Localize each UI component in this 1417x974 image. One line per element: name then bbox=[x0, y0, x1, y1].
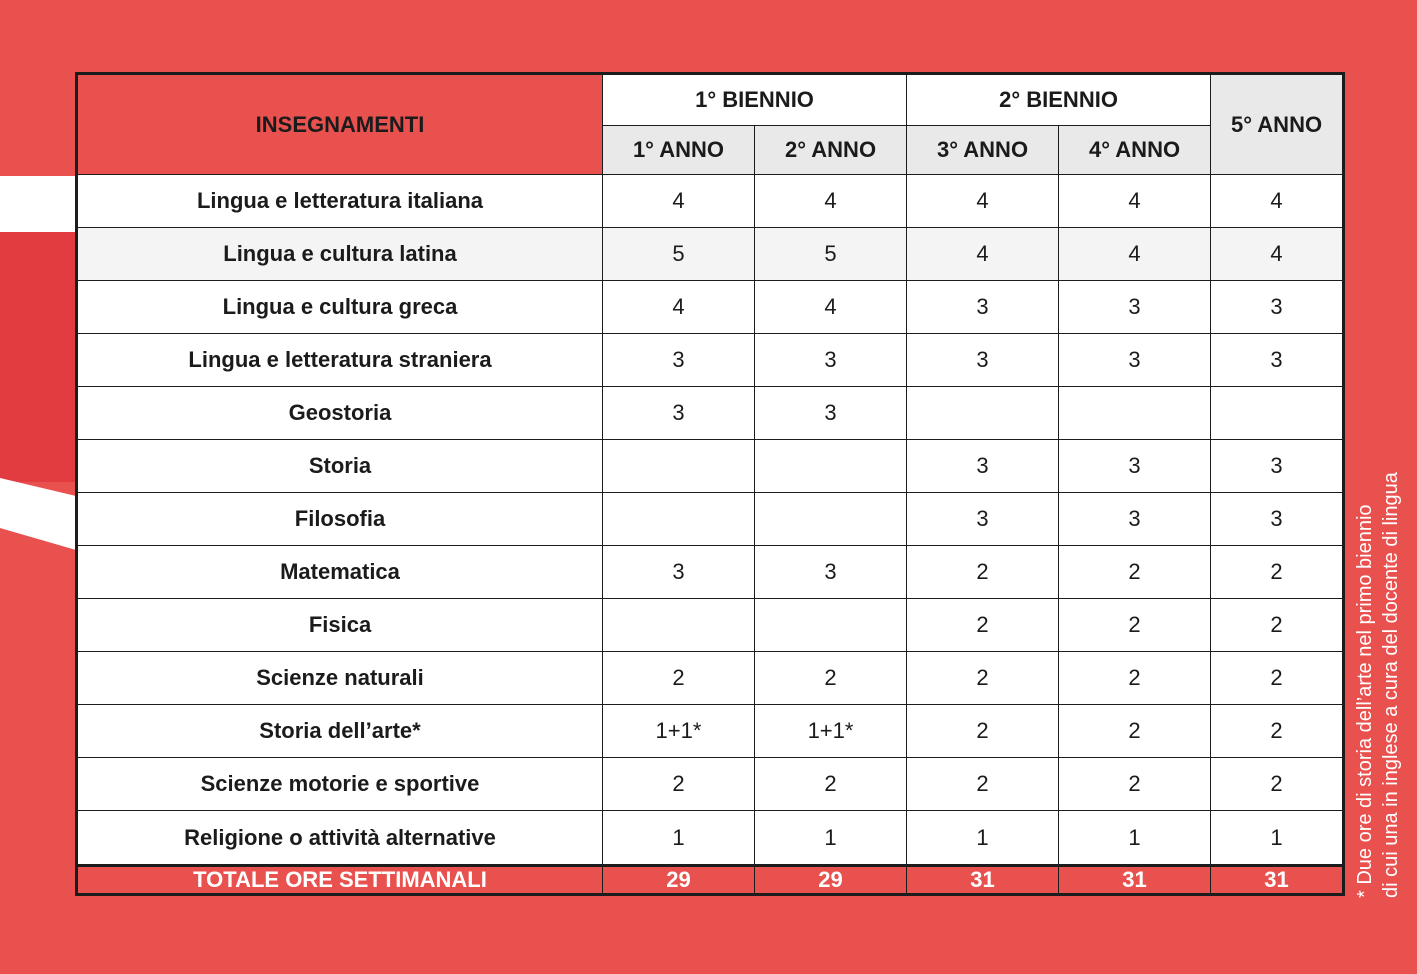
subject-cell: Lingua e cultura latina bbox=[77, 228, 603, 281]
hours-cell: 2 bbox=[1211, 705, 1344, 758]
hours-cell: 2 bbox=[1059, 599, 1211, 652]
subject-cell: Religione o attività alternative bbox=[77, 811, 603, 866]
subject-cell: Fisica bbox=[77, 599, 603, 652]
hours-cell: 1 bbox=[603, 811, 755, 866]
hours-cell: 1 bbox=[1059, 811, 1211, 866]
hours-cell: 3 bbox=[1211, 334, 1344, 387]
total-row bbox=[77, 866, 1344, 895]
hours-cell: 2 bbox=[907, 546, 1059, 599]
table-row bbox=[77, 758, 1344, 811]
table-row bbox=[77, 811, 1344, 866]
subject-cell: Scienze motorie e sportive bbox=[77, 758, 603, 811]
hours-cell: 3 bbox=[755, 334, 907, 387]
hours-cell: 2 bbox=[755, 758, 907, 811]
hours-cell: 4 bbox=[755, 175, 907, 228]
hours-cell: 2 bbox=[907, 705, 1059, 758]
year-header-5: 5° ANNO bbox=[1211, 74, 1344, 175]
hours-cell: 3 bbox=[907, 334, 1059, 387]
subject-cell: Matematica bbox=[77, 546, 603, 599]
subject-cell: Lingua e cultura greca bbox=[77, 281, 603, 334]
hours-cell: 3 bbox=[1059, 440, 1211, 493]
hours-cell: 4 bbox=[1211, 228, 1344, 281]
hours-cell: 1 bbox=[755, 811, 907, 866]
hours-cell: 4 bbox=[1059, 228, 1211, 281]
decorative-dark-band bbox=[0, 232, 76, 482]
hours-cell: 4 bbox=[907, 175, 1059, 228]
hours-cell: 3 bbox=[1059, 334, 1211, 387]
hours-cell: 4 bbox=[1211, 175, 1344, 228]
hours-cell: 2 bbox=[1059, 758, 1211, 811]
header-row-groups bbox=[77, 74, 1344, 126]
table-row bbox=[77, 546, 1344, 599]
subjects-header: INSEGNAMENTI bbox=[77, 74, 603, 175]
subject-cell: Storia bbox=[77, 440, 603, 493]
hours-cell bbox=[603, 493, 755, 546]
hours-cell: 2 bbox=[1211, 758, 1344, 811]
hours-cell: 2 bbox=[907, 652, 1059, 705]
table-row bbox=[77, 705, 1344, 758]
hours-cell: 3 bbox=[603, 334, 755, 387]
hours-cell: 3 bbox=[603, 546, 755, 599]
hours-cell bbox=[755, 440, 907, 493]
hours-cell: 2 bbox=[1059, 546, 1211, 599]
subject-cell: Lingua e letteratura italiana bbox=[77, 175, 603, 228]
total-value: 31 bbox=[1211, 866, 1344, 895]
hours-cell bbox=[907, 387, 1059, 440]
hours-cell: 4 bbox=[907, 228, 1059, 281]
hours-cell bbox=[1211, 387, 1344, 440]
hours-cell: 2 bbox=[1059, 705, 1211, 758]
hours-cell: 3 bbox=[603, 387, 755, 440]
hours-cell: 3 bbox=[907, 281, 1059, 334]
hours-cell: 2 bbox=[755, 652, 907, 705]
table-row bbox=[77, 228, 1344, 281]
hours-cell: 3 bbox=[1059, 493, 1211, 546]
table-row bbox=[77, 175, 1344, 228]
year-header-3: 3° ANNO bbox=[907, 126, 1059, 175]
total-value: 31 bbox=[907, 866, 1059, 895]
hours-cell: 3 bbox=[1211, 440, 1344, 493]
hours-cell: 4 bbox=[603, 281, 755, 334]
subject-cell: Lingua e letteratura straniera bbox=[77, 334, 603, 387]
hours-cell: 1 bbox=[907, 811, 1059, 866]
hours-cell: 4 bbox=[755, 281, 907, 334]
hours-cell bbox=[603, 440, 755, 493]
table-row bbox=[77, 440, 1344, 493]
group-header-1: 1° BIENNIO bbox=[603, 74, 907, 126]
year-header-4: 4° ANNO bbox=[1059, 126, 1211, 175]
hours-cell: 2 bbox=[1211, 546, 1344, 599]
table-row bbox=[77, 334, 1344, 387]
total-value: 29 bbox=[755, 866, 907, 895]
hours-cell: 2 bbox=[1211, 652, 1344, 705]
footnote bbox=[1352, 458, 1404, 898]
year-header-1: 1° ANNO bbox=[603, 126, 755, 175]
subject-cell: Filosofia bbox=[77, 493, 603, 546]
hours-cell: 3 bbox=[755, 387, 907, 440]
table-row bbox=[77, 652, 1344, 705]
footnote-line-1: * Due ore di storia dell’arte nel primo biennio bbox=[1354, 504, 1376, 898]
hours-cell: 1+1* bbox=[755, 705, 907, 758]
hours-cell: 3 bbox=[907, 440, 1059, 493]
hours-cell bbox=[755, 599, 907, 652]
total-label: TOTALE ORE SETTIMANALI bbox=[77, 866, 603, 895]
hours-cell: 3 bbox=[755, 546, 907, 599]
subject-cell: Storia dell’arte* bbox=[77, 705, 603, 758]
table-row bbox=[77, 387, 1344, 440]
hours-cell: 2 bbox=[907, 599, 1059, 652]
hours-cell: 4 bbox=[1059, 175, 1211, 228]
decorative-diagonal-stripe bbox=[0, 478, 76, 550]
footnote-line-2: di cui una in inglese a cura del docente di lingua bbox=[1380, 472, 1402, 898]
hours-cell: 2 bbox=[907, 758, 1059, 811]
hours-cell: 2 bbox=[1211, 599, 1344, 652]
hours-cell: 2 bbox=[603, 758, 755, 811]
hours-cell: 4 bbox=[603, 175, 755, 228]
year-header-2: 2° ANNO bbox=[755, 126, 907, 175]
hours-cell: 5 bbox=[603, 228, 755, 281]
hours-cell bbox=[1059, 387, 1211, 440]
hours-cell: 1+1* bbox=[603, 705, 755, 758]
hours-cell: 2 bbox=[603, 652, 755, 705]
subject-cell: Geostoria bbox=[77, 387, 603, 440]
timetable bbox=[75, 72, 1345, 896]
hours-cell: 2 bbox=[1059, 652, 1211, 705]
hours-cell: 3 bbox=[1059, 281, 1211, 334]
hours-cell: 3 bbox=[907, 493, 1059, 546]
subject-cell: Scienze naturali bbox=[77, 652, 603, 705]
hours-cell: 5 bbox=[755, 228, 907, 281]
hours-cell bbox=[755, 493, 907, 546]
table-row bbox=[77, 599, 1344, 652]
total-value: 29 bbox=[603, 866, 755, 895]
decorative-white-band bbox=[0, 176, 76, 232]
group-header-2: 2° BIENNIO bbox=[907, 74, 1211, 126]
table-row bbox=[77, 281, 1344, 334]
table-row bbox=[77, 493, 1344, 546]
hours-cell: 3 bbox=[1211, 493, 1344, 546]
total-value: 31 bbox=[1059, 866, 1211, 895]
hours-cell bbox=[603, 599, 755, 652]
hours-cell: 3 bbox=[1211, 281, 1344, 334]
hours-cell: 1 bbox=[1211, 811, 1344, 866]
